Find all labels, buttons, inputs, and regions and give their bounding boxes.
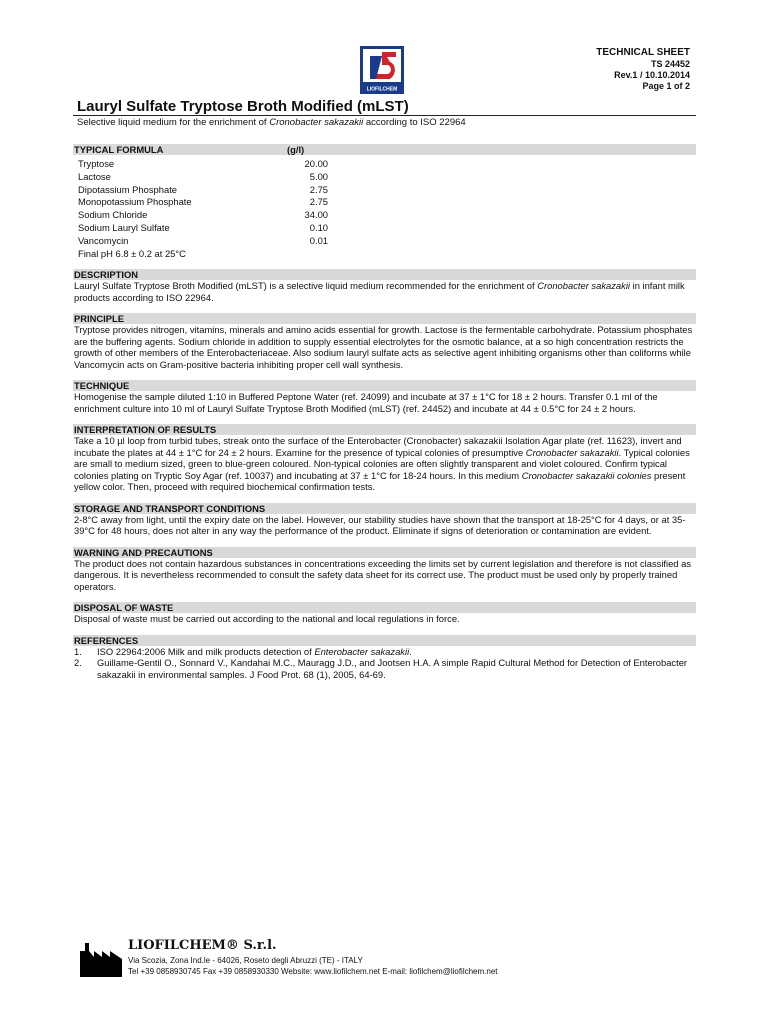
ingredient-value: 34.00: [304, 209, 328, 221]
ingredient-name: Monopotassium Phosphate: [78, 196, 192, 208]
logo-bottom-text: LIOFILCHEM: [366, 86, 398, 93]
subtitle-text-end: according to ISO 22964: [363, 117, 466, 128]
factory-icon: [80, 943, 122, 977]
disposal-heading: DISPOSAL OF WASTE: [73, 602, 696, 613]
description-text: [73, 280, 696, 303]
description-organism: Cronobacter sakazakii: [537, 280, 630, 292]
reference-number: 1.: [74, 645, 82, 657]
principle-heading: PRINCIPLE: [73, 313, 696, 324]
warning-heading: WARNING AND PRECAUTIONS: [73, 547, 696, 558]
ingredient-value: 0.01: [309, 234, 328, 246]
technical-sheet-header: [596, 47, 690, 92]
page-number: Page 1 of 2: [642, 81, 690, 91]
formula-row: [78, 158, 696, 171]
company-address: Via Scozia, Zona Ind.le - 64026, Roseto degli Abruzzi (TE) - ITALY: [128, 956, 363, 965]
logo-vertical-text-left: LIOFILCHEM: [359, 58, 364, 80]
technique-text: Homogenise the sample diluted 1:10 in Buffered Peptone Water (ref. 24099) and incubate at 37 ± 1°C for 18 ± 2 hours. Transfer 0.1 ml of the enrichment culture into 10 ml of Lauryl Sulfate Tryptose Broth Modified (mLST) (ref. 24452) and incubate at 44 ± 0.5°C for 24 ± 2 hours.: [74, 391, 658, 414]
typical-formula-heading: [73, 144, 696, 155]
formula-row: [78, 171, 696, 184]
reference-text: ISO 22964:2006 Milk and milk products detection of: [97, 645, 315, 657]
reference-item: [73, 646, 696, 658]
formula-unit: (g/l): [287, 144, 305, 155]
reference-text-end: .: [409, 645, 412, 657]
warning-text: The product does not contain hazardous substances in concentrations exceeding the limits set by current legislation and therefore is not classified as dangerous. It is nevertheless recommended to consult the safety data sheet for its correct use. The product must be used only by properly trained operators.: [74, 557, 692, 592]
typical-formula-heading-text: TYPICAL FORMULA: [74, 144, 164, 155]
interpretation-part: Take a 10 µl loop from turbid tubes, streak onto the surface of the Enterobacter (Cronobacter) sakazakii Isolation Agar plate (ref. 11623), invert and incubate the plates at 44 ± 1°C for 24 ± 2 hours. Examine for the presence of typical colonies of presumptive: [74, 435, 682, 458]
logo-vertical-text-right: LIOFILCHEM: [400, 58, 405, 80]
technical-sheet-label: TECHNICAL SHEET: [596, 47, 690, 58]
principle-text: Tryptose provides nitrogen, vitamins, minerals and amino acids essential for growth. Lactose is the fermentable carbohydrate. Potassium phosphates are the buffering agents. Sodium chloride in addition to supply essential electrolytes for the osmotic balance, at a so high concentration restricts the growth of other members of the Enterobacteriaceae. Also sodium lauryl sulfate acts as selective agent inhibiting organisms other than coliforms while Vancomycin acts on Gram-positive bacteria inhibiting proper cell wall synthesis.: [74, 324, 693, 370]
formula-row: [78, 222, 696, 235]
interpretation-part: present yellow color. Then, proceed with required biochemical confirmation tests.: [74, 469, 686, 493]
ingredient-value: 0.10: [309, 221, 328, 233]
description-heading: DESCRIPTION: [73, 269, 696, 280]
document-body: [73, 144, 696, 680]
liofilchem-logo: [360, 46, 404, 94]
formula-row: [78, 184, 696, 197]
reference-organism: Enterobacter sakazakii: [314, 645, 410, 657]
interpretation-heading: INTERPRETATION OF RESULTS: [73, 424, 696, 435]
reference-item: [73, 657, 696, 680]
subtitle-text: Selective liquid medium for the enrichment of: [77, 117, 270, 128]
interpretation-colonies: Cronobacter sakazakii colonies: [521, 469, 652, 481]
ingredient-value: 5.00: [309, 170, 328, 182]
subtitle-organism: Cronobacter sakazakii: [269, 117, 364, 128]
ingredient-name: Tryptose: [78, 158, 115, 169]
interpretation-text: [73, 435, 696, 493]
ingredient-name: Vancomycin: [78, 234, 129, 246]
company-contacts: Tel +39 0858930745 Fax +39 0858930330 Website: www.liofilchem.net E-mail: liofilchem@liofilchem.net: [128, 966, 498, 976]
ingredient-value: 2.75: [309, 196, 328, 208]
formula-row: [78, 209, 696, 222]
reference-number: 2.: [74, 657, 82, 669]
reference-text: Guillame-Gentil O., Sonnard V., Kandahai M.C., Mauragg J.D., and Jootsen H.A. A simple Rapid Cultural Method for Detection of Enterobacter sakazakii in environmental samples. J Food Prot. 68 (1), 2005, 64-69.: [97, 657, 688, 680]
description-text-part: Lauryl Sulfate Tryptose Broth Modified (mLST) is a selective liquid medium recommended for the enrichment of: [74, 280, 538, 292]
document-subtitle: [77, 117, 466, 128]
interpretation-part: . Typical colonies are small to medium sized, green to blue-green coloured. Non-typical colonies are often slightly transparent and violet coloured. Confirm typical colonies plating on Tryptic Soy Agar (ref. 10037) and incubating at 37 ± 1°C for 18-24 hours. In this medium: [74, 446, 690, 481]
references-heading: REFERENCES: [73, 635, 696, 646]
final-ph: Final pH 6.8 ± 0.2 at 25°C: [78, 247, 186, 259]
formula-table: [78, 158, 696, 260]
formula-row: [78, 196, 696, 209]
sheet-code: TS 24452: [650, 59, 690, 69]
disposal-text: Disposal of waste must be carried out according to the national and local regulations in force.: [74, 613, 460, 625]
ingredient-value: 2.75: [309, 183, 328, 195]
document-title: Lauryl Sulfate Tryptose Broth Modified (mLST): [77, 98, 409, 115]
revision: Rev.1 / 10.10.2014: [614, 70, 690, 80]
storage-text: 2-8°C away from light, until the expiry date on the label. However, our stability studies have shown that the transport at 18-25°C for 4 days, or at 35-39°C for 48 hours, does not alter in any way the performance of the product. Eliminate if signs of deterioration or contamination are evident.: [74, 513, 686, 537]
title-rule: [73, 115, 696, 116]
interpretation-organism: Cronobacter sakazakii: [525, 446, 619, 458]
storage-heading: STORAGE AND TRANSPORT CONDITIONS: [73, 503, 696, 514]
ingredient-name: Dipotassium Phosphate: [78, 183, 178, 195]
ingredient-name: Sodium Chloride: [78, 209, 148, 221]
company-name: LIOFILCHEM® S.r.l.: [128, 938, 277, 953]
ingredient-value: 20.00: [304, 158, 328, 169]
ingredient-name: Lactose: [78, 170, 111, 182]
ingredient-name: Sodium Lauryl Sulfate: [78, 221, 170, 233]
formula-row: [78, 235, 696, 248]
technique-heading: TECHNIQUE: [73, 380, 696, 391]
description-text-end: in infant milk products according to ISO 22964.: [74, 280, 685, 303]
company-address-block: [128, 956, 498, 977]
